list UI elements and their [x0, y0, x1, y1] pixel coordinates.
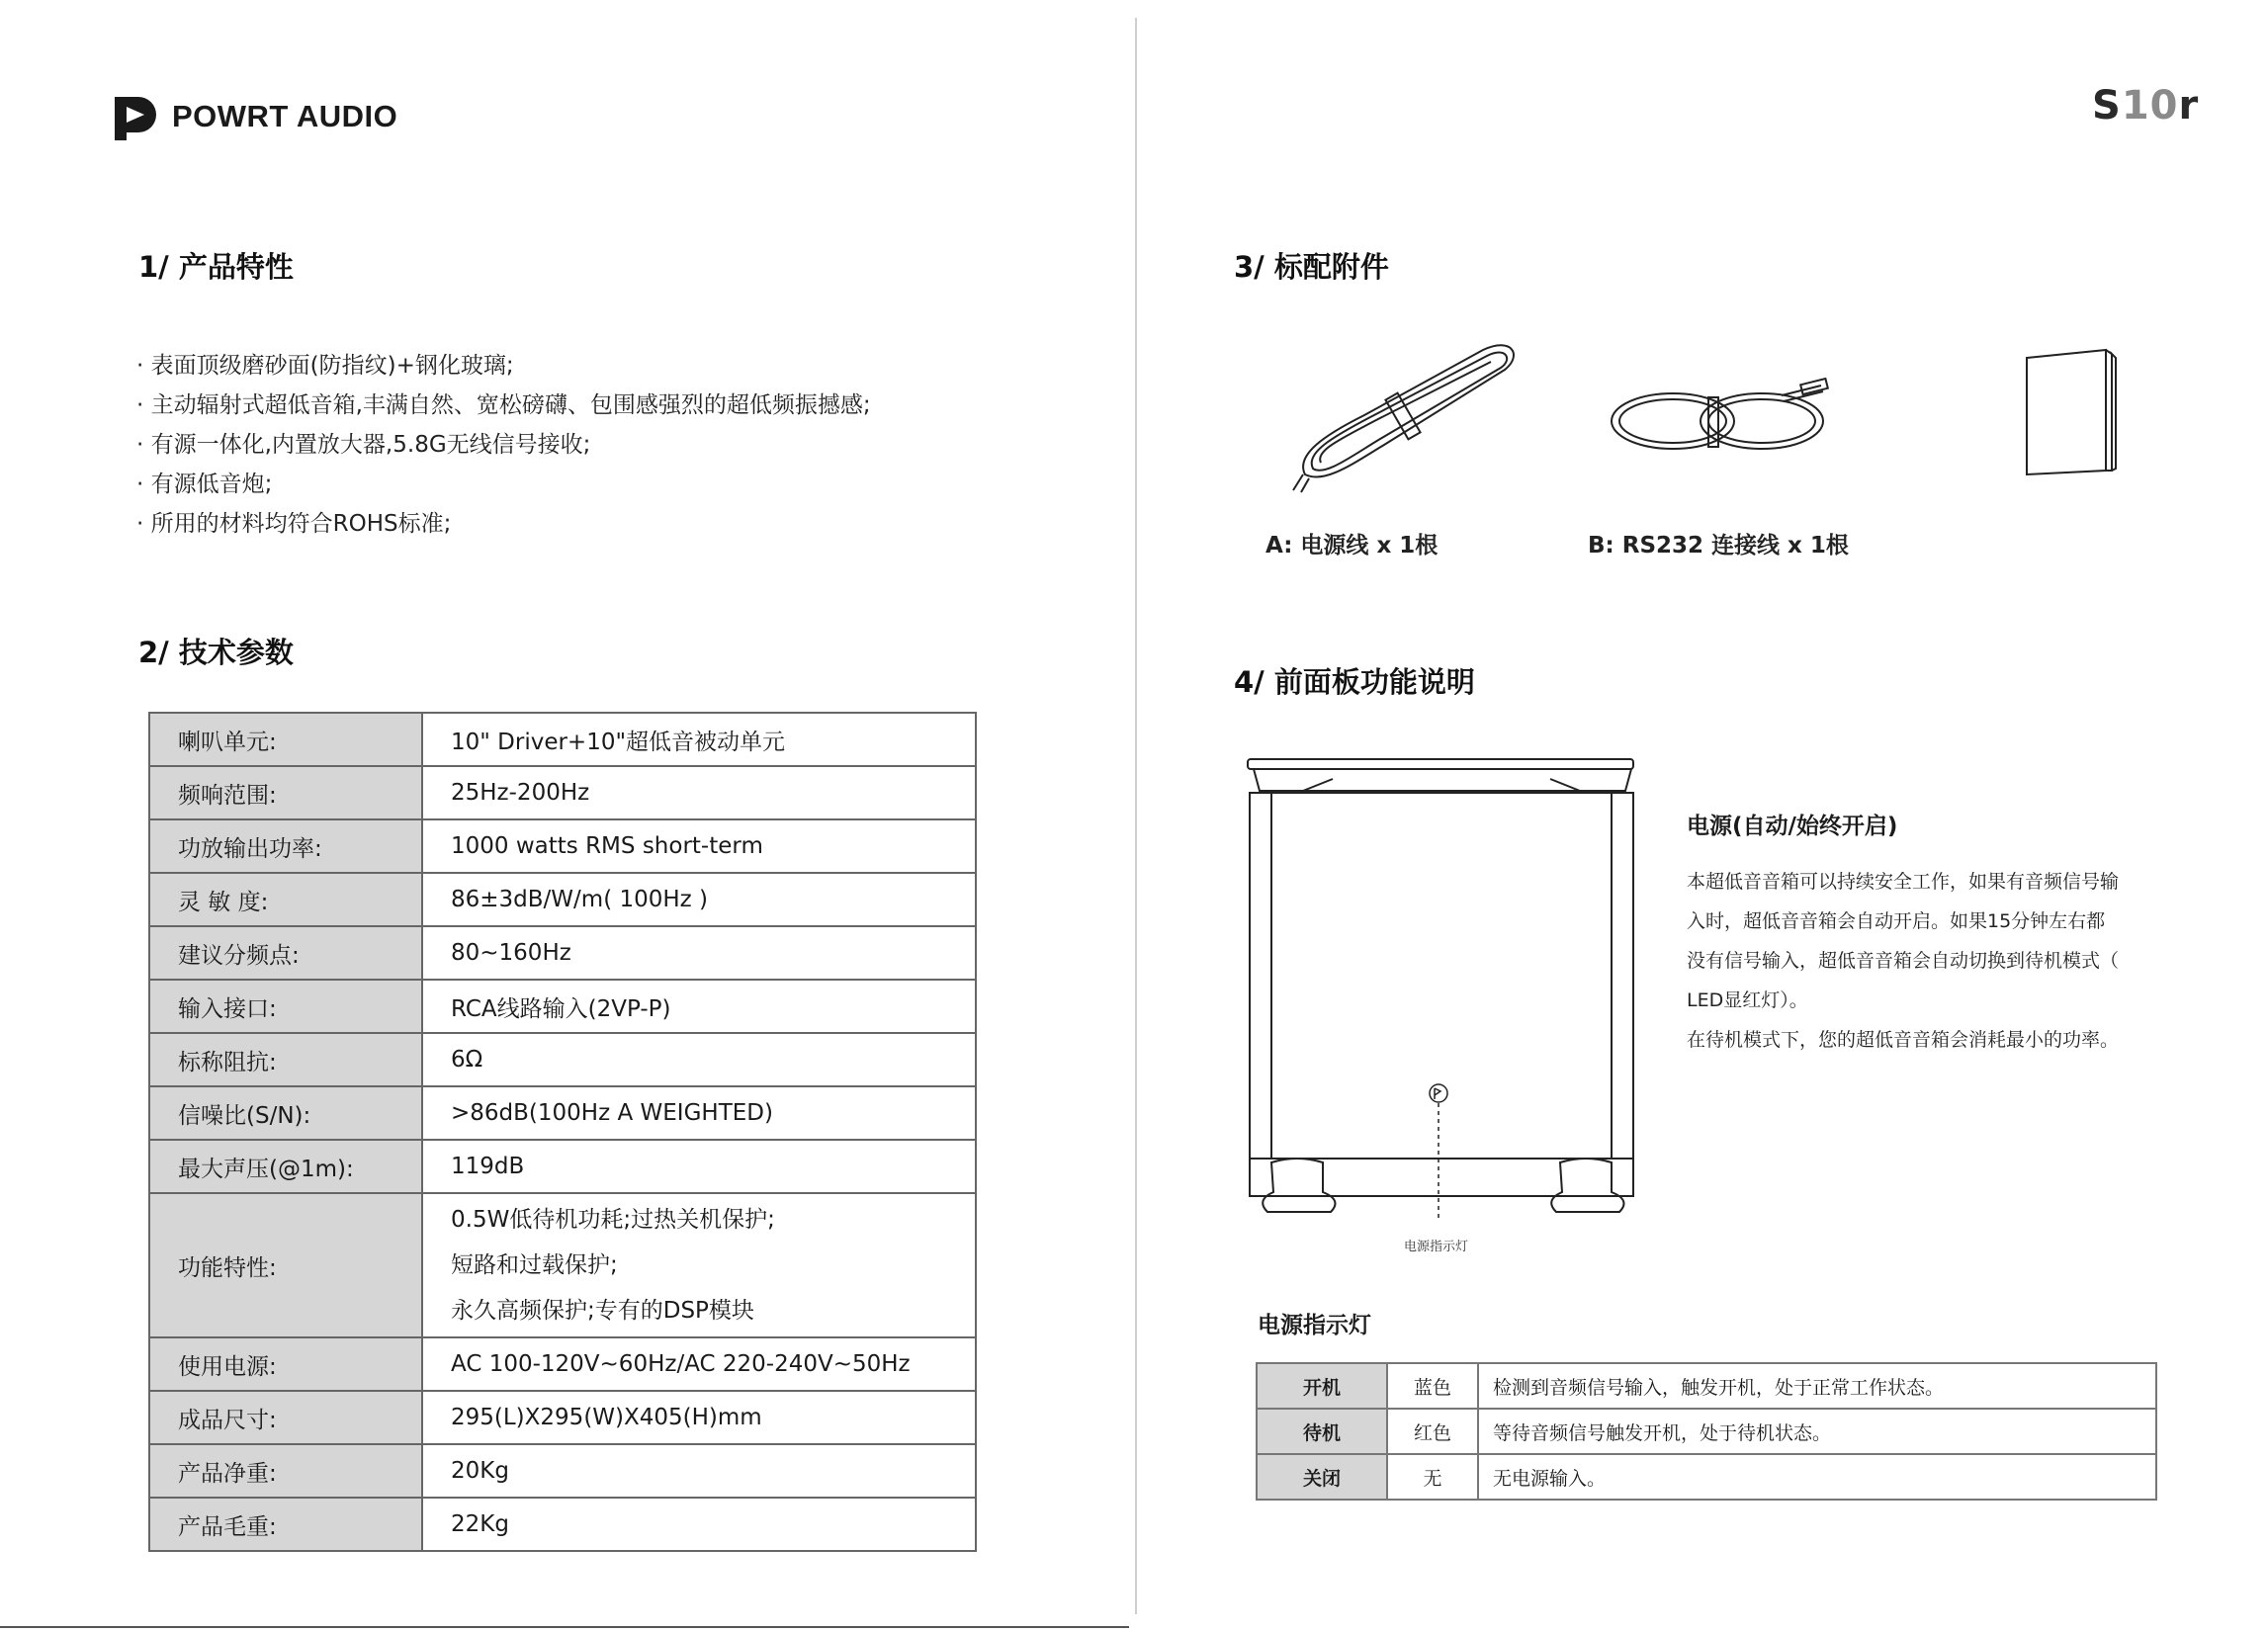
center-divider	[1135, 18, 1137, 1614]
spec-key: 产品毛重:	[149, 1498, 422, 1551]
led-indicator-label: 电源指示灯	[1404, 1240, 1469, 1254]
spec-line: 永久高频保护;专有的DSP模块	[451, 1298, 754, 1324]
table-row	[149, 1337, 976, 1391]
spec-value: RCA线路输入(2VP-P)	[422, 980, 976, 1033]
text-line: 在待机模式下，您的超低音音箱会消耗最小的功率。	[1687, 1029, 2120, 1051]
power-mode-title: 电源(自动/始终开启)	[1687, 814, 1898, 839]
spec-key: 使用电源:	[149, 1337, 422, 1391]
power-cord-icon	[1285, 336, 1523, 494]
spec-key: 最大声压(@1m):	[149, 1140, 422, 1193]
spec-key: 产品净重:	[149, 1444, 422, 1498]
table-row	[149, 1086, 976, 1140]
spec-table	[148, 712, 977, 1552]
table-row	[1257, 1363, 2156, 1409]
table-row	[149, 1033, 976, 1086]
indicator-color: 蓝色	[1387, 1363, 1478, 1409]
table-row	[149, 1391, 976, 1444]
table-row	[149, 873, 976, 926]
feature-list	[136, 346, 871, 544]
accessory-a-label: A: 电源线 x 1根	[1265, 533, 1439, 559]
text-line: 没有信号输入，超低音音箱会自动切换到待机模式（	[1687, 950, 2120, 972]
spec-key: 信噪比(S/N):	[149, 1086, 422, 1140]
indicator-desc: 检测到音频信号输入，触发开机，处于正常工作状态。	[1478, 1363, 2156, 1409]
spec-key: 标称阻抗:	[149, 1033, 422, 1086]
indicator-color: 红色	[1387, 1409, 1478, 1454]
spec-key: 灵 敏 度:	[149, 873, 422, 926]
spec-value: 10" Driver+10"超低音被动单元	[422, 713, 976, 766]
spec-key: 频响范围:	[149, 766, 422, 819]
subwoofer-front-diagram	[1244, 757, 1641, 1222]
power-mode-description	[1687, 862, 2141, 1060]
spec-key: 功能特性:	[149, 1193, 422, 1337]
spec-value: 86±3dB/W/m( 100Hz )	[422, 873, 976, 926]
spec-value: 25Hz-200Hz	[422, 766, 976, 819]
table-row	[149, 1498, 976, 1551]
table-row	[1257, 1454, 2156, 1500]
bottom-rule	[0, 1626, 1129, 1628]
spec-value: 22Kg	[422, 1498, 976, 1551]
spec-key: 喇叭单元:	[149, 713, 422, 766]
manual-booklet-icon	[2021, 344, 2120, 478]
brand-logo	[111, 91, 397, 142]
spec-value	[422, 1193, 976, 1337]
list-item: · 所用的材料均符合ROHS标准;	[136, 511, 452, 537]
table-row	[149, 1444, 976, 1498]
indicator-state: 关闭	[1257, 1454, 1387, 1500]
brand-name: POWRT AUDIO	[172, 99, 398, 133]
indicator-state: 开机	[1257, 1363, 1387, 1409]
text-line: 入时，超低音音箱会自动开启。如果15分钟左右都	[1687, 910, 2106, 932]
section-2-title: 2/ 技术参数	[138, 636, 294, 669]
table-row	[149, 926, 976, 980]
model-name: S10r	[2092, 83, 2200, 129]
spec-value: 20Kg	[422, 1444, 976, 1498]
spec-value: 119dB	[422, 1140, 976, 1193]
table-row	[149, 1193, 976, 1337]
table-row	[149, 766, 976, 819]
indicator-state: 待机	[1257, 1409, 1387, 1454]
spec-value: 295(L)X295(W)X405(H)mm	[422, 1391, 976, 1444]
spec-key: 建议分频点:	[149, 926, 422, 980]
indicator-desc: 无电源输入。	[1478, 1454, 2156, 1500]
rs232-cable-icon	[1604, 378, 1831, 467]
table-row	[149, 713, 976, 766]
table-row	[149, 980, 976, 1033]
list-item: · 表面顶级磨砂面(防指纹)+钢化玻璃;	[136, 353, 514, 379]
powrt-logo-icon	[111, 91, 162, 142]
spec-value: 80~160Hz	[422, 926, 976, 980]
spec-value: 1000 watts RMS short-term	[422, 819, 976, 873]
spec-line: 0.5W低待机功耗;过热关机保护;	[451, 1207, 775, 1233]
spec-line: 短路和过载保护;	[451, 1252, 618, 1278]
table-row	[149, 819, 976, 873]
indicator-table	[1256, 1362, 2157, 1501]
list-item: · 有源低音炮;	[136, 472, 273, 497]
accessory-b-label: B: RS232 连接线 x 1根	[1588, 533, 1849, 559]
list-item: · 主动辐射式超低音箱,丰满自然、宽松磅礴、包围感强烈的超低频振撼感;	[136, 392, 871, 418]
indicator-desc: 等待音频信号触发开机，处于待机状态。	[1478, 1409, 2156, 1454]
spec-key: 输入接口:	[149, 980, 422, 1033]
spec-value: AC 100-120V~60Hz/AC 220-240V~50Hz	[422, 1337, 976, 1391]
indicator-color: 无	[1387, 1454, 1478, 1500]
spec-value: >86dB(100Hz A WEIGHTED)	[422, 1086, 976, 1140]
section-3-title: 3/ 标配附件	[1234, 250, 1389, 284]
list-item: · 有源一体化,内置放大器,5.8G无线信号接收;	[136, 432, 591, 458]
table-row	[1257, 1409, 2156, 1454]
spec-value: 6Ω	[422, 1033, 976, 1086]
section-4-title: 4/ 前面板功能说明	[1234, 665, 1475, 699]
table-row	[149, 1140, 976, 1193]
spec-key: 功放输出功率:	[149, 819, 422, 873]
section-1-title: 1/ 产品特性	[138, 250, 294, 284]
spec-key: 成品尺寸:	[149, 1391, 422, 1444]
text-line: LED显红灯）。	[1687, 989, 1808, 1011]
indicator-table-title: 电源指示灯	[1258, 1313, 1371, 1338]
text-line: 本超低音音箱可以持续安全工作，如果有音频信号输	[1687, 871, 2120, 893]
